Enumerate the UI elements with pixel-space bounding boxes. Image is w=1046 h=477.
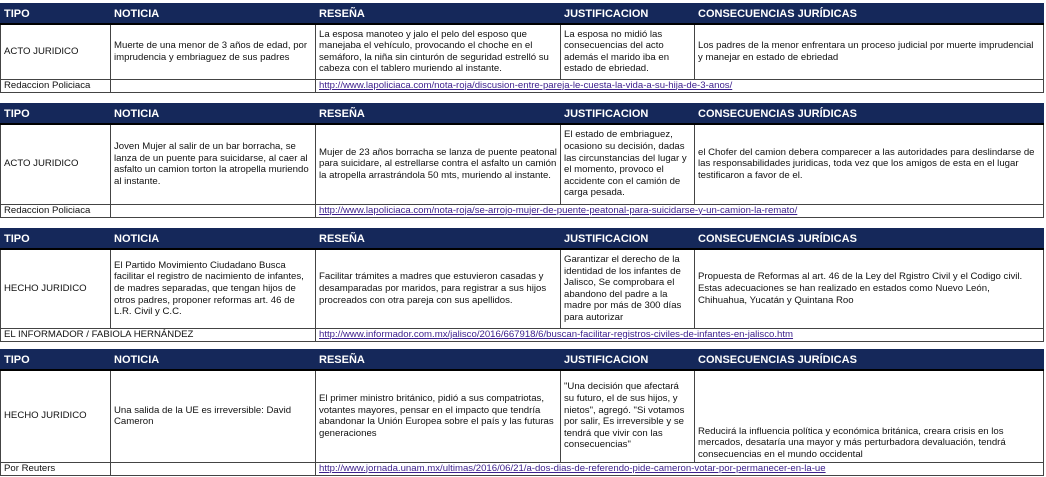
header-justificacion: JUSTIFICACION [561, 229, 695, 250]
source-row [1, 79, 1044, 92]
cell-tipo[interactable]: HECHO JURIDICO [1, 249, 111, 328]
cell-noticia[interactable]: Muerte de una menor de 3 años de edad, por imprudencia y embriaguez de sus padres [111, 24, 316, 79]
cell-tipo[interactable]: ACTO JURIDICO [1, 124, 111, 204]
header-tipo: TIPO [1, 350, 111, 371]
source-link[interactable]: http://www.lapoliciaca.com/nota-roja/discusion-entre-pareja-le-cuesta-la-vida-a-su-hija-de-3-anos/ [319, 79, 733, 91]
cell-justificacion[interactable]: "Una decisión que afectará su futuro, el de sus hijos, y nietos", agregó. "Si votamos por salir, Es irreversible y se tendrá que vivir con las consecuencias" [561, 370, 695, 462]
cell-url[interactable] [316, 79, 1044, 92]
cell-fuente[interactable]: Por Reuters [1, 462, 111, 475]
header-consecuencias: CONSECUENCIAS JURÍDICAS [695, 229, 1044, 250]
source-link[interactable]: http://www.jornada.unam.mx/ultimas/2016/06/21/a-dos-dias-de-referendo-pide-cameron-votar-por-permanecer-en-la-ue [319, 462, 826, 474]
cell-resena[interactable]: Mujer de 23 años borracha se lanza de puente peatonal para suicidare, al estrellarse contra el asfalto un camión la atropella arrastrándola 50 mts, muriendo al instante. [316, 124, 561, 204]
cell-resena[interactable]: Facilitar trámites a madres que estuvieron casadas y desamparadas por maridos, para registrar a sus hijos procreados con otra pareja con sus apellidos. [316, 249, 561, 328]
source-link[interactable]: http://www.informador.com.mx/jalisco/2016/667918/6/buscan-facilitar-registros-civiles-de-infantes-en-jalisco.htm [319, 328, 794, 340]
cell-consecuencias[interactable]: Los padres de la menor enfrentara un proceso judicial por muerte imprudencial y manejar en estado de ebriedad [695, 24, 1044, 79]
news-block-4 [0, 349, 1046, 476]
header-consecuencias: CONSECUENCIAS JURÍDICAS [695, 350, 1044, 371]
header-justificacion: JUSTIFICACION [561, 4, 695, 25]
cell-tipo[interactable]: ACTO JURIDICO [1, 24, 111, 79]
cell-justificacion[interactable]: La esposa no midió las consecuencias del acto además el marido iba en estado de ebriedad. [561, 24, 695, 79]
header-row [1, 229, 1044, 250]
cell-noticia[interactable]: Una salida de la UE es irreversible: David Cameron [111, 370, 316, 462]
cell-url[interactable] [316, 204, 1044, 217]
header-noticia: NOTICIA [111, 229, 316, 250]
cell-noticia[interactable]: Joven Mujer al salir de un bar borracha, se lanza de un puente para suicidarse, al caer al asfalto un camion torton la atropella muriendo al instante. [111, 124, 316, 204]
cell-url[interactable] [316, 462, 1044, 475]
table-row [1, 370, 1044, 462]
header-row [1, 4, 1044, 25]
header-tipo: TIPO [1, 229, 111, 250]
cell-resena[interactable]: El primer ministro británico, pidió a sus compatriotas, votantes mayores, pensar en el impacto que tendría abandonar la Unión Europea sobre el país y las futuras generaciones [316, 370, 561, 462]
news-block-3 [0, 228, 1046, 342]
news-table [0, 103, 1044, 218]
header-resena: RESEÑA [316, 104, 561, 125]
header-resena: RESEÑA [316, 229, 561, 250]
header-noticia: NOTICIA [111, 104, 316, 125]
cell-consecuencias[interactable]: Reducirá la influencia política y económica británica, creara crisis en los mercados, desataría una mayor y más perturbadora devaluación, tendrá consecuencias en el mundo occidental [695, 370, 1044, 462]
cell-empty[interactable] [111, 462, 316, 475]
cell-url[interactable] [316, 328, 1044, 341]
header-tipo: TIPO [1, 4, 111, 25]
news-table [0, 228, 1044, 342]
table-row [1, 124, 1044, 204]
header-tipo: TIPO [1, 104, 111, 125]
table-row [1, 249, 1044, 328]
cell-resena[interactable]: La esposa manoteo y jalo el pelo del esposo que manejaba el vehículo, provocando el choche en el semáforo, la niña sin cinturón de seguridad estrelló su cabeza con el tablero muriendo al instante. [316, 24, 561, 79]
cell-fuente[interactable]: Redaccion Policiaca [1, 204, 111, 217]
cell-fuente[interactable]: Redaccion Policiaca [1, 79, 111, 92]
cell-empty[interactable] [111, 204, 316, 217]
cell-fuente[interactable]: EL INFORMADOR / FABIOLA HERNÁNDEZ [1, 328, 316, 341]
cell-consecuencias[interactable]: Propuesta de Reformas al art. 46 de la Ley del Rgistro Civil y el Codigo civil. Estas adecuaciones se han realizado en estados como Nuevo León, Chihuahua, Yucatán y Quintana Roo [695, 249, 1044, 328]
source-row [1, 204, 1044, 217]
source-link[interactable]: http://www.lapoliciaca.com/nota-roja/se-arrojo-mujer-de-puente-peatonal-para-suicidarse-y-un-camion-la-remato/ [319, 204, 798, 216]
header-resena: RESEÑA [316, 4, 561, 25]
table-row [1, 24, 1044, 79]
header-consecuencias: CONSECUENCIAS JURÍDICAS [695, 4, 1044, 25]
header-justificacion: JUSTIFICACION [561, 104, 695, 125]
cell-tipo[interactable]: HECHO JURIDICO [1, 370, 111, 462]
cell-noticia[interactable]: El Partido Movimiento Ciudadano Busca facilitar el registro de nacimiento de infantes, de madres separadas, que tengan hijos de otros padres, proponer reformas art. 46 de L.R. Civil y C.C. [111, 249, 316, 328]
source-row [1, 462, 1044, 475]
source-row [1, 328, 1044, 341]
news-block-2 [0, 103, 1046, 218]
cell-consecuencias[interactable]: el Chofer del camion debera comparecer a las autoridades para deslindarse de las responsabilidades juridicas, toda vez que los amigos de esta en el lugar testificaron a favor de el. [695, 124, 1044, 204]
header-justificacion: JUSTIFICACION [561, 350, 695, 371]
header-resena: RESEÑA [316, 350, 561, 371]
header-row [1, 104, 1044, 125]
cell-justificacion[interactable]: El estado de embriaguez, ocasiono su decisión, dadas las circunstancias del lugar y el momento, provoco el accidente con el camión de carga pesada. [561, 124, 695, 204]
news-table [0, 349, 1044, 476]
header-noticia: NOTICIA [111, 350, 316, 371]
cell-justificacion[interactable]: Garantizar el derecho de la identidad de los infantes de Jalisco, Se comprobara el abandono del padre a la madre por más de 300 días para autorizar [561, 249, 695, 328]
header-row [1, 350, 1044, 371]
news-table [0, 3, 1044, 93]
header-consecuencias: CONSECUENCIAS JURÍDICAS [695, 104, 1044, 125]
cell-empty[interactable] [111, 79, 316, 92]
header-noticia: NOTICIA [111, 4, 316, 25]
news-block-1 [0, 3, 1046, 93]
